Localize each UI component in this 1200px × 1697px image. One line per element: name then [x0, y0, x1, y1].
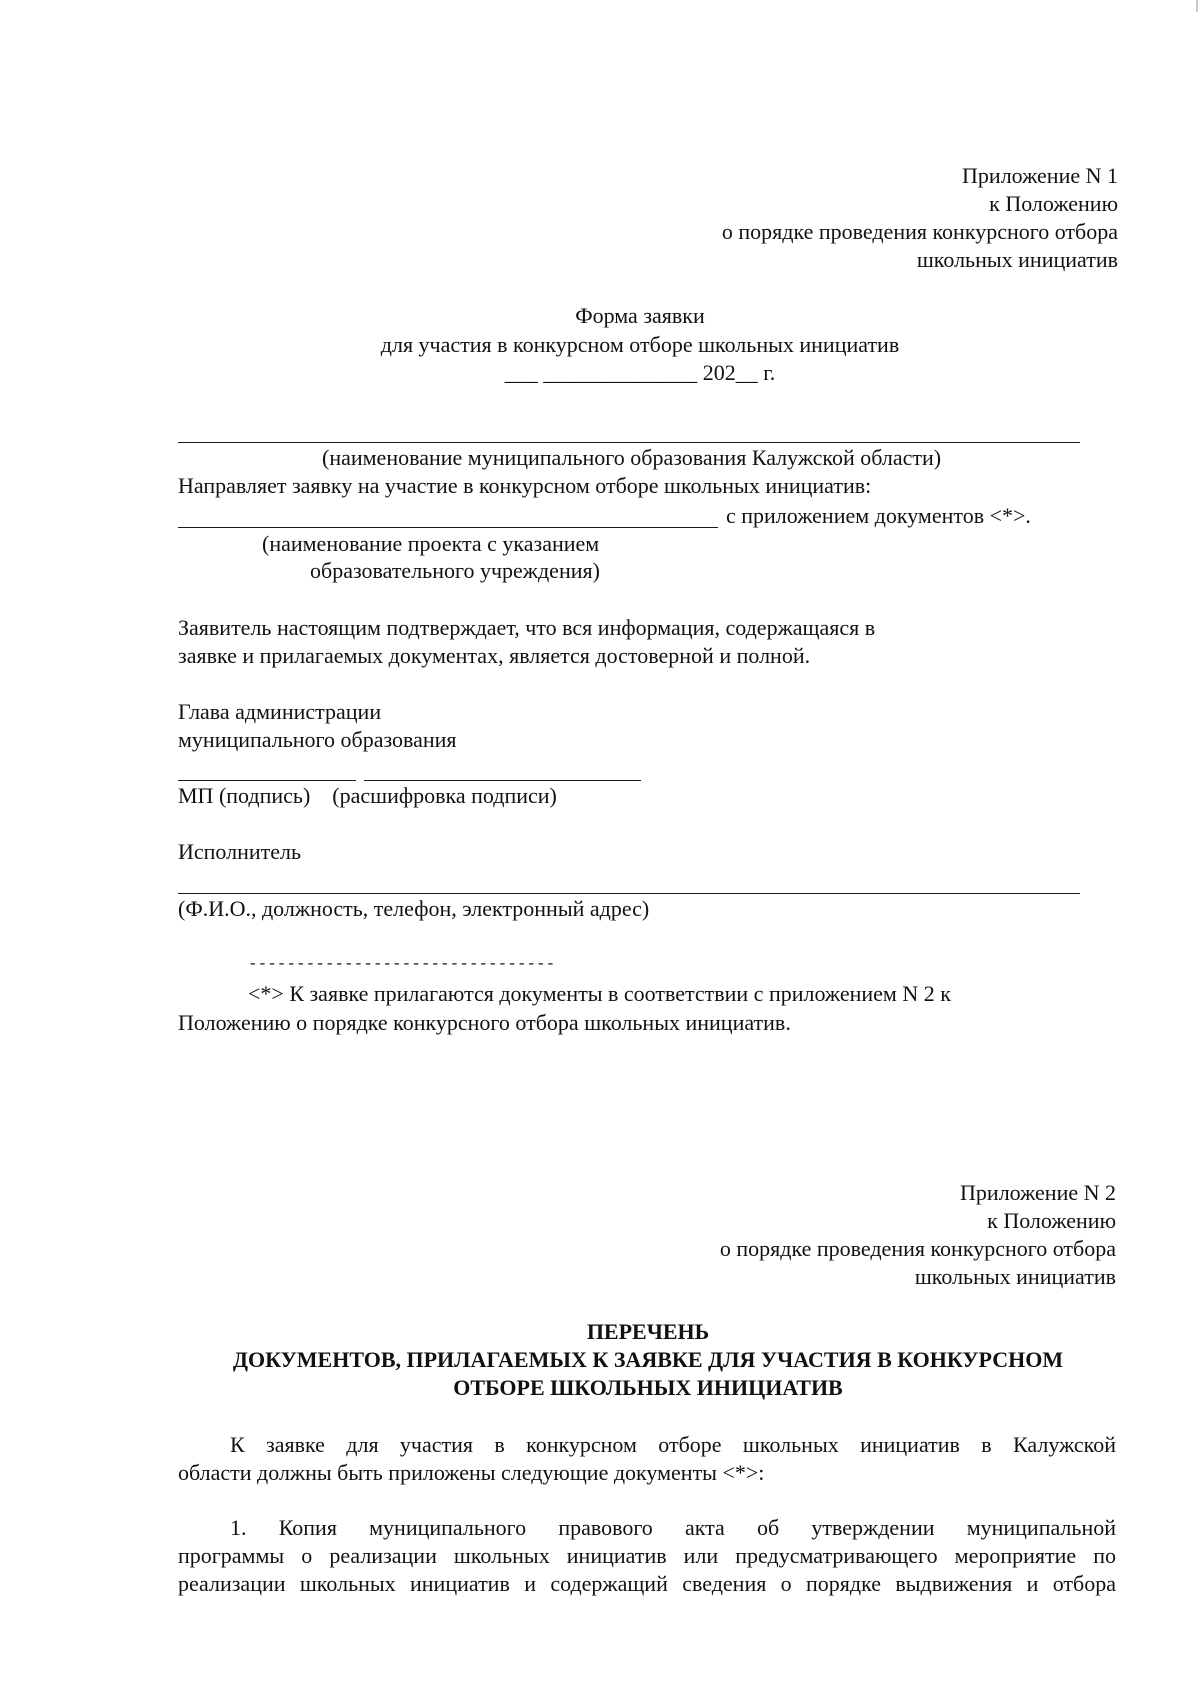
appendix2-to-regulation: к Положению [987, 1208, 1116, 1233]
appendix1-initiatives: школьных инициатив [916, 247, 1118, 272]
head-title-line1: Глава администрации [178, 699, 382, 724]
sends-application-text: Направляет заявку на участие в конкурсном отборе школьных инициатив: [178, 473, 872, 498]
form-date-line: ___ ______________ 202__ г. [504, 360, 776, 385]
appendix1-number: Приложение N 1 [962, 163, 1118, 188]
intro-line1: К заявке для участия в конкурсном отборе школьных инициатив в Калужской [230, 1432, 1116, 1457]
executor-line [178, 893, 1080, 894]
item1-line3: реализации школьных инициатив и содержащий сведения о порядке выдвижения и отбора [178, 1571, 1116, 1596]
municipality-caption: (наименование муниципального образования Калужской области) [322, 445, 942, 470]
executor-label: Исполнитель [178, 839, 302, 864]
footnote-separator: -------------------------------- [248, 955, 556, 973]
form-subtitle: для участия в конкурсном отборе школьных инициатив [380, 332, 900, 357]
appendix2-initiatives: школьных инициатив [914, 1264, 1116, 1289]
project-name-line [178, 527, 718, 528]
with-documents-text: с приложением документов <*>. [726, 503, 1031, 528]
intro-line2: области должны быть приложены следующие документы <*>: [178, 1460, 765, 1485]
project-caption-line2: образовательного учреждения) [310, 558, 600, 583]
footnote-line1: <*> К заявке прилагаются документы в соответствии с приложением N 2 к [248, 981, 951, 1006]
confirmation-line1: Заявитель настоящим подтверждает, что вся информация, содержащаяся в [178, 615, 876, 640]
list-subtitle-line2: ОТБОРЕ ШКОЛЬНЫХ ИНИЦИАТИВ [453, 1375, 843, 1400]
municipality-name-line [178, 442, 1080, 443]
item1-line2: программы о реализации школьных инициатив или предусматривающего мероприятие по [178, 1543, 1116, 1568]
signature-line [178, 780, 356, 781]
executor-caption: (Ф.И.О., должность, телефон, электронный адрес) [178, 896, 650, 921]
signature-captions: МП (подпись) (расшифровка подписи) [178, 783, 557, 808]
signature-decoding-line [364, 780, 641, 781]
item1-line1: 1. Копия муниципального правового акта об утверждении муниципальной [230, 1515, 1116, 1540]
confirmation-line2: заявке и прилагаемых документах, является достоверной и полной. [178, 643, 811, 668]
scan-edge-right [1196, 0, 1198, 12]
list-title: ПЕРЕЧЕНЬ [586, 1319, 710, 1344]
head-title-line2: муниципального образования [178, 727, 457, 752]
project-caption-line1: (наименование проекта с указанием [262, 531, 600, 556]
appendix1-procedure: о порядке проведения конкурсного отбора [721, 219, 1118, 244]
footnote-line2: Положению о порядке конкурсного отбора школьных инициатив. [178, 1010, 791, 1035]
appendix2-procedure: о порядке проведения конкурсного отбора [719, 1236, 1116, 1261]
appendix2-number: Приложение N 2 [960, 1180, 1116, 1205]
list-subtitle-line1: ДОКУМЕНТОВ, ПРИЛАГАЕМЫХ К ЗАЯВКЕ ДЛЯ УЧАСТИЯ В КОНКУРСНОМ [232, 1347, 1064, 1372]
form-title: Форма заявки [575, 303, 705, 328]
appendix1-to-regulation: к Положению [989, 191, 1118, 216]
